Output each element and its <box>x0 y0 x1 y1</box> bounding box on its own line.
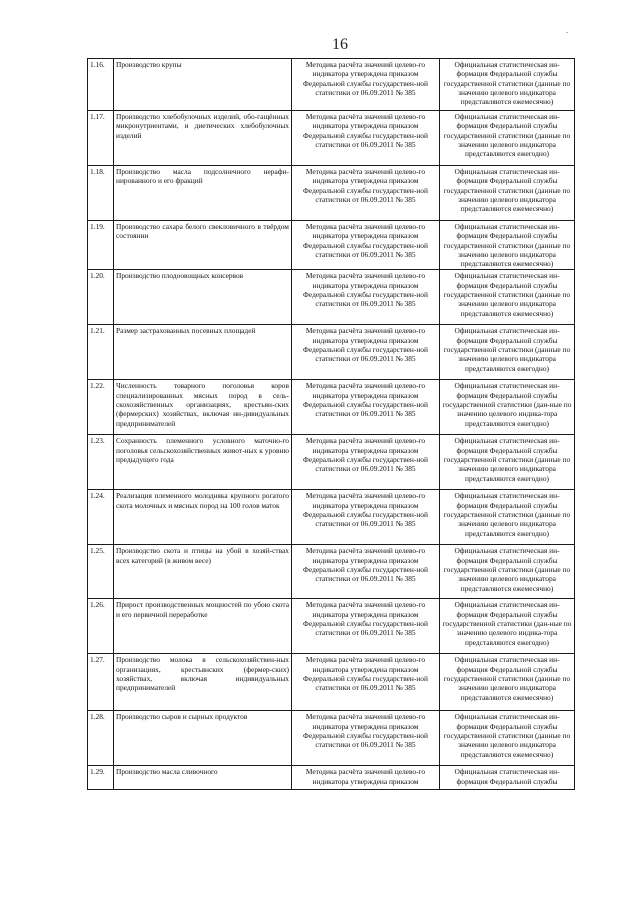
indicator-name: Производство крупы <box>114 59 292 111</box>
data-source: Официальная статистическая ин-формация Федеральной службы государственной статистики (данные по значению целевого индикатора представляются ежегодно) <box>440 111 575 166</box>
data-source: Официальная статистическая ин-формация Федеральной службы государственной статистики (дан-ные по значению целевого индика-тора представляются ежегодно) <box>440 599 575 654</box>
indicator-number: 1.24. <box>88 490 114 545</box>
indicator-number: 1.17. <box>88 111 114 166</box>
indicator-name: Производство сыров и сырных продуктов <box>114 711 292 766</box>
corner-mark: . <box>566 26 568 35</box>
table-row <box>88 166 575 221</box>
data-source: Официальная статистическая ин-формация Федеральной службы государственной статистики (данные по значению целевого индикатора представляются ежемесячно) <box>440 711 575 766</box>
indicator-number: 1.22. <box>88 380 114 435</box>
indicator-name: Размер застрахованных посевных площадей <box>114 325 292 380</box>
calculation-method: Методика расчёта значений целево-го индикатора утверждена приказом Федеральной службы государствен-ной статистики от 06.09.2011 № 385 <box>292 270 440 325</box>
table-row <box>88 270 575 325</box>
data-source: Официальная статистическая ин-формация Федеральной службы государственной статистики (данные по значению целевого индикатора представляются ежегодно) <box>440 435 575 490</box>
indicator-name: Численность товарного поголовья коров специализированных мясных пород в сель-скохозяйственных организациях, крестьян-ских (фермерских) хозяйствах, включая ин-дивидуальных предпринимателей <box>114 380 292 435</box>
indicator-number: 1.19. <box>88 221 114 270</box>
data-source: Официальная статистическая ин-формация Федеральной службы государственной статистики (данные по значению целевого индикатора представляются ежемесячно) <box>440 654 575 711</box>
table-row <box>88 654 575 711</box>
indicator-number: 1.28. <box>88 711 114 766</box>
calculation-method: Методика расчёта значений целево-го индикатора утверждена приказом Федеральной службы государствен-ной статистики от 06.09.2011 № 385 <box>292 221 440 270</box>
calculation-method: Методика расчёта значений целево-го индикатора утверждена приказом Федеральной службы государствен-ной статистики от 06.09.2011 № 385 <box>292 654 440 711</box>
indicator-name: Производство хлебобулочных изделий, обо-гащённых микронутриентами, и диетических хлебобулочных изделий <box>114 111 292 166</box>
table-row <box>88 111 575 166</box>
calculation-method: Методика расчёта значений целево-го индикатора утверждена приказом <box>292 766 440 790</box>
indicator-number: 1.21. <box>88 325 114 380</box>
calculation-method: Методика расчёта значений целево-го индикатора утверждена приказом Федеральной службы государствен-ной статистики от 06.09.2011 № 385 <box>292 59 440 111</box>
table-row <box>88 325 575 380</box>
indicator-number: 1.18. <box>88 166 114 221</box>
indicator-table <box>87 58 575 790</box>
page-number: 16 <box>332 36 348 53</box>
indicator-name: Производство плодоовощных консервов <box>114 270 292 325</box>
table-row <box>88 490 575 545</box>
indicator-number: 1.20. <box>88 270 114 325</box>
table-row <box>88 599 575 654</box>
indicator-number: 1.25. <box>88 545 114 599</box>
calculation-method: Методика расчёта значений целево-го индикатора утверждена приказом Федеральной службы государствен-ной статистики от 06.09.2011 № 385 <box>292 490 440 545</box>
indicator-name: Производство молока в сельскохозяйствен-ных организациях, крестьянских (фермер-ских) хозяйствах, включая индивидуальных предпринимателей <box>114 654 292 711</box>
table-row <box>88 545 575 599</box>
data-source: Официальная статистическая ин-формация Федеральной службы государственной статистики (данные по значению целевого индикатора представляются ежемесячно) <box>440 166 575 221</box>
calculation-method: Методика расчёта значений целево-го индикатора утверждена приказом Федеральной службы государствен-ной статистики от 06.09.2011 № 385 <box>292 111 440 166</box>
indicator-number: 1.26. <box>88 599 114 654</box>
calculation-method: Методика расчёта значений целево-го индикатора утверждена приказом Федеральной службы государствен-ной статистики от 06.09.2011 № 385 <box>292 711 440 766</box>
indicator-number: 1.16. <box>88 59 114 111</box>
indicator-name: Реализация племенного молодняка крупного рогатого скота молочных и мясных пород на 100 голов маток <box>114 490 292 545</box>
data-source: Официальная статистическая ин-формация Федеральной службы государственной статистики (данные по значению целевого индикатора представляются ежемесячно) <box>440 221 575 270</box>
table-row <box>88 711 575 766</box>
table-row <box>88 59 575 111</box>
indicator-number: 1.23. <box>88 435 114 490</box>
calculation-method: Методика расчёта значений целево-го индикатора утверждена приказом Федеральной службы государствен-ной статистики от 06.09.2011 № 385 <box>292 325 440 380</box>
table-body <box>88 59 575 790</box>
data-source: Официальная статистическая ин-формация Федеральной службы государственной статистики (данные по значению целевого индикатора представляются ежегодно) <box>440 325 575 380</box>
indicator-name: Сохранность племенного условного маточно-го поголовья сельскохозяйственных живот-ных к уровню предыдущего года <box>114 435 292 490</box>
data-source: Официальная статистическая ин-формация Федеральной службы государственной статистики (данные по значению целевого индикатора представляются ежегодно) <box>440 490 575 545</box>
indicator-name: Производство масла сливочного <box>114 766 292 790</box>
indicator-number: 1.29. <box>88 766 114 790</box>
indicator-name: Производство скота и птицы на убой в хозяй-ствах всех категорий (в живом весе) <box>114 545 292 599</box>
table-row <box>88 766 575 790</box>
calculation-method: Методика расчёта значений целево-го индикатора утверждена приказом Федеральной службы государствен-ной статистики от 06.09.2011 № 385 <box>292 166 440 221</box>
calculation-method: Методика расчёта значений целево-го индикатора утверждена приказом Федеральной службы государствен-ной статистики от 06.09.2011 № 385 <box>292 599 440 654</box>
data-source: Официальная статистическая ин-формация Федеральной службы государственной статистики (данные по значению целевого индикатора представляются ежемесячно) <box>440 59 575 111</box>
data-source: Официальная статистическая ин-формация Федеральной службы государственной статистики (данные по значению целевого индикатора представляются ежемесячно) <box>440 270 575 325</box>
calculation-method: Методика расчёта значений целево-го индикатора утверждена приказом Федеральной службы государствен-ной статистики от 06.09.2011 № 385 <box>292 545 440 599</box>
calculation-method: Методика расчёта значений целево-го индикатора утверждена приказом Федеральной службы государствен-ной статистики от 06.09.2011 № 385 <box>292 380 440 435</box>
indicator-name: Прирост производственных мощностей по убою скота и его первичной переработке <box>114 599 292 654</box>
table-row <box>88 380 575 435</box>
table-row <box>88 221 575 270</box>
data-source: Официальная статистическая ин-формация Федеральной службы государственной статистики (данные по значению целевого индикатора представляются ежемесячно) <box>440 545 575 599</box>
table-row <box>88 435 575 490</box>
indicator-name: Производство сахара белого свекловичного в твёрдом состоянии <box>114 221 292 270</box>
data-source: Официальная статистическая ин-формация Федеральной службы государственной статистики (дан-ные по значению целевого индика-тора представляются ежегодно) <box>440 380 575 435</box>
indicator-number: 1.27. <box>88 654 114 711</box>
calculation-method: Методика расчёта значений целево-го индикатора утверждена приказом Федеральной службы государствен-ной статистики от 06.09.2011 № 385 <box>292 435 440 490</box>
indicator-name: Производство масла подсолнечного нерафи-нированного и его фракций <box>114 166 292 221</box>
data-source: Официальная статистическая ин-формация Федеральной службы <box>440 766 575 790</box>
